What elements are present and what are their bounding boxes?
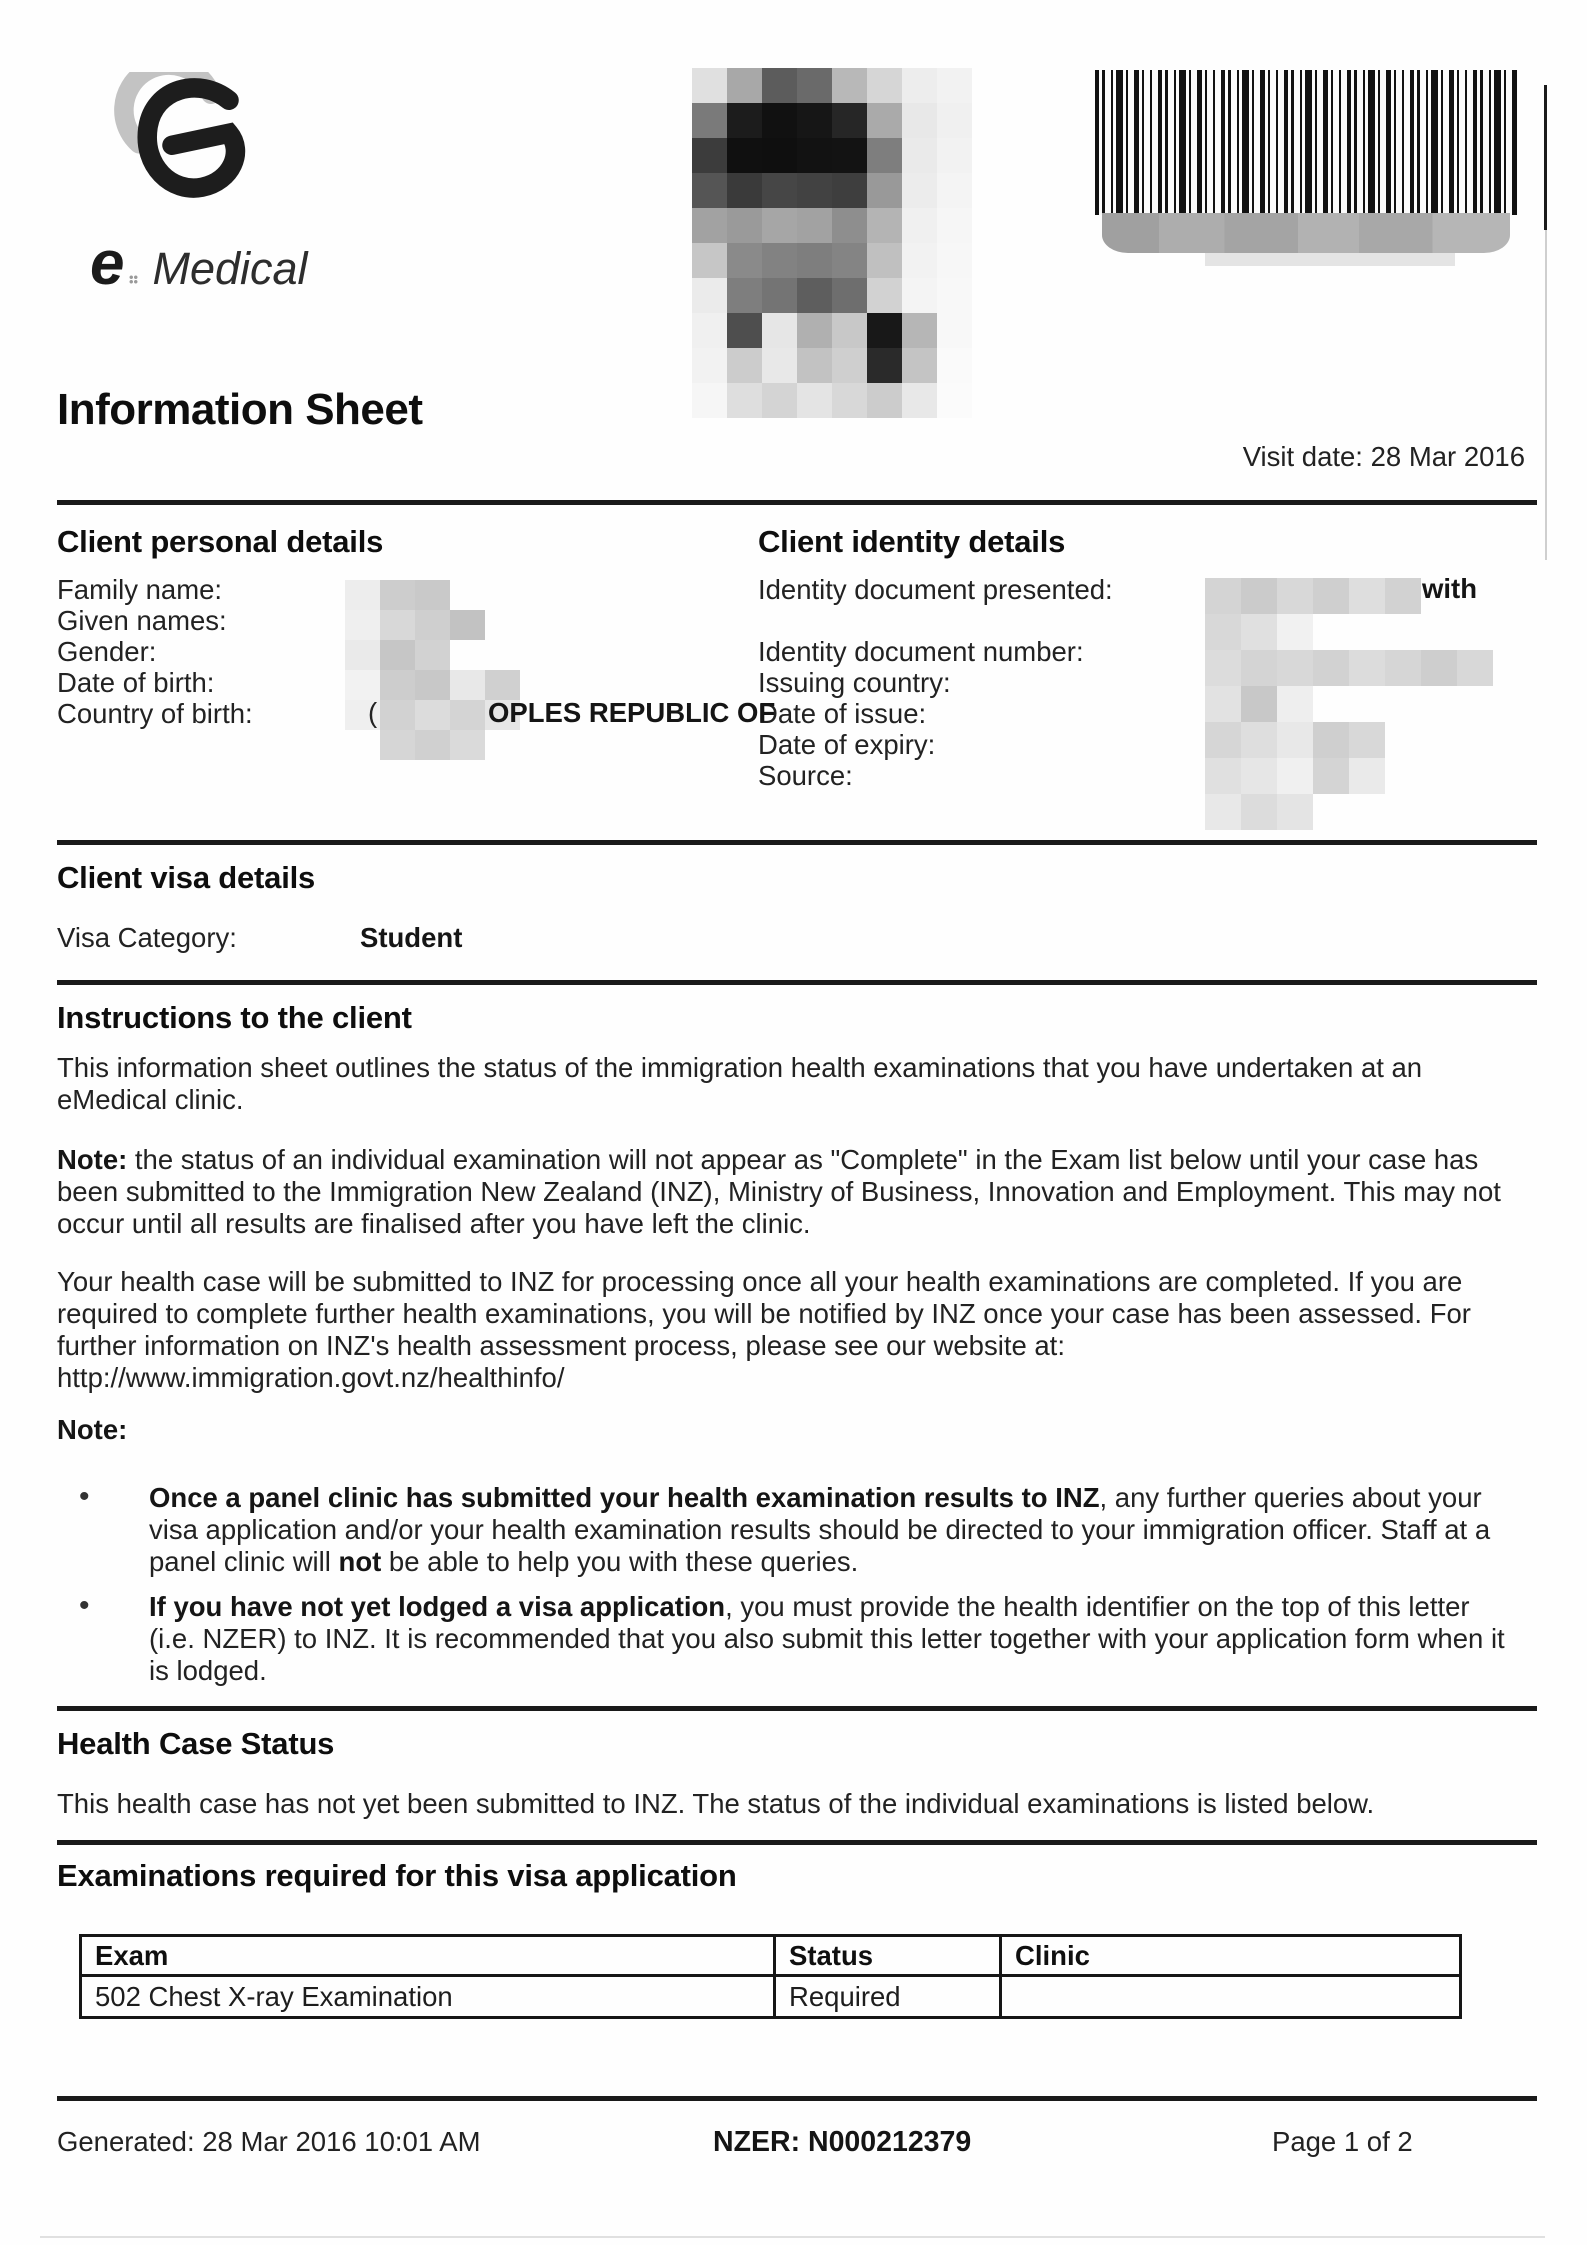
mosaic-cell [762,278,797,313]
health-status-para: This health case has not yet been submitted to INZ. The status of the individual examinations is listed below. [57,1788,1375,1819]
mosaic-cell [1205,686,1241,722]
field-label: Date of birth: [57,667,215,698]
barcode-number-redacted [1102,213,1510,253]
mosaic-cell [415,700,450,730]
mosaic-cell [345,580,380,610]
mosaic-cell [797,383,832,418]
exam-table-header-cell: Clinic [1001,1936,1461,1976]
mosaic-cell [797,68,832,103]
mosaic-cell [727,348,762,383]
mosaic-cell [937,173,972,208]
mosaic-cell [832,173,867,208]
mosaic-cell [867,103,902,138]
mosaic-cell [1349,794,1385,830]
mosaic-cell [727,278,762,313]
section-heading-examinations: Examinations required for this visa application [57,1858,737,1893]
mosaic-cell [867,313,902,348]
mosaic-cell [832,348,867,383]
mosaic-cell [1457,722,1493,758]
mosaic-cell [485,640,520,670]
mosaic-cell [727,208,762,243]
mosaic-cell [937,138,972,173]
mosaic-cell [937,348,972,383]
mosaic-cell [937,103,972,138]
mosaic-cell [1277,650,1313,686]
mosaic-cell [1421,758,1457,794]
mosaic-cell [797,173,832,208]
scan-bottom-artifact [40,2236,1545,2238]
mosaic-cell [1421,722,1457,758]
mosaic-cell [450,700,485,730]
exam-table-cell: Required [775,1976,1001,2018]
mosaic-cell [450,640,485,670]
mosaic-cell [1349,758,1385,794]
mosaic-cell [485,670,520,700]
footer-nzer: NZER: N000212379 [713,2126,972,2158]
mosaic-cell [485,610,520,640]
scan-edge-artifact [1544,85,1547,230]
mosaic-cell [797,278,832,313]
mosaic-cell [692,138,727,173]
mosaic-cell [1241,794,1277,830]
mosaic-cell [380,730,415,760]
mosaic-cell [1349,614,1385,650]
mosaic-cell [937,278,972,313]
mosaic-cell [937,243,972,278]
mosaic-cell [1385,614,1421,650]
mosaic-cell [1313,686,1349,722]
mosaic-cell [380,670,415,700]
mosaic-cell [450,670,485,700]
mosaic-cell [345,640,380,670]
field-label: Date of issue: [758,698,927,729]
field-label: Date of expiry: [758,729,936,760]
mosaic-cell [1241,650,1277,686]
section-heading-visa: Client visa details [57,860,316,895]
exam-table-row [81,1976,1461,2018]
mosaic-cell [1421,614,1457,650]
instructions-para-3: Your health case will be submitted to INZ for processing once all your health examinations are completed. If you are required to complete further health examinations, you will be notified by INZ once your case has been assessed. For further information on INZ's health assessment process, please see our website at: http://www.immigration.govt.nz/healthinfo/ [57,1266,1471,1393]
barcode-number-redacted-fade [1205,253,1455,266]
examinations-table [79,1934,1462,2019]
mosaic-cell [762,103,797,138]
mosaic-cell [867,173,902,208]
mosaic-cell [345,730,380,760]
mosaic-cell [727,383,762,418]
mosaic-cell [832,278,867,313]
mosaic-cell [1385,758,1421,794]
mosaic-cell [1241,722,1277,758]
mosaic-cell [832,138,867,173]
mosaic-cell [1205,794,1241,830]
field-label: Gender: [57,636,157,667]
personal-values-redacted [345,580,520,760]
mosaic-cell [692,243,727,278]
mosaic-cell [450,580,485,610]
exam-table-header-cell: Status [775,1936,1001,1976]
mosaic-cell [797,313,832,348]
identity-document-visible: with [1422,573,1477,604]
mosaic-cell [1385,722,1421,758]
instructions-para-1: This information sheet outlines the status of the immigration health examinations that you have undertaken at an eMedical clinic. [57,1052,1423,1115]
mosaic-cell [762,383,797,418]
section-heading-personal: Client personal details [57,524,384,559]
mosaic-cell [1205,578,1241,614]
mosaic-cell [937,68,972,103]
mosaic-cell [902,348,937,383]
mosaic-cell [902,278,937,313]
field-label: Identity document number: [758,636,1084,667]
mosaic-cell [1205,722,1241,758]
mosaic-cell [727,313,762,348]
barcode [1095,70,1518,215]
mosaic-cell [867,243,902,278]
mosaic-cell [485,730,520,760]
mosaic-cell [1349,686,1385,722]
note-heading: Note: [57,1414,128,1445]
mosaic-cell [937,313,972,348]
mosaic-cell [692,173,727,208]
mosaic-cell [902,138,937,173]
mosaic-cell [1421,650,1457,686]
mosaic-cell [902,173,937,208]
field-label: Given names: [57,605,227,636]
visa-category-value: Student [360,922,463,953]
mosaic-cell [380,580,415,610]
mosaic-cell [1277,614,1313,650]
exam-table-header-row [81,1936,1461,1976]
logo-dots-icon [129,275,138,284]
mosaic-cell [415,640,450,670]
mosaic-cell [1421,794,1457,830]
mosaic-cell [832,243,867,278]
mosaic-cell [1277,758,1313,794]
mosaic-cell [450,730,485,760]
mosaic-cell [1313,578,1349,614]
visit-date: Visit date: 28 Mar 2016 [1242,441,1525,472]
mosaic-cell [692,348,727,383]
mosaic-cell [415,670,450,700]
country-of-birth-prefix: ( [368,697,378,728]
section-heading-instructions: Instructions to the client [57,1000,412,1035]
mosaic-cell [762,243,797,278]
mosaic-cell [1313,794,1349,830]
mosaic-cell [867,138,902,173]
mosaic-cell [1277,686,1313,722]
field-label: Identity document presented: [758,574,1113,605]
mosaic-cell [1457,794,1493,830]
mosaic-cell [762,313,797,348]
mosaic-cell [797,208,832,243]
identity-field-labels [758,574,1113,791]
mosaic-cell [415,730,450,760]
mosaic-cell [692,103,727,138]
instruction-bullet: • Once a panel clinic has submitted your health examination results to INZ, any further queries about your visa application and/or your health examination results should be directed to your immigration officer. Staff at a panel clinic will not be able to help you with these queries. [57,1482,1515,1578]
exam-table-cell [1001,1976,1461,2018]
divider [57,500,1537,505]
mosaic-cell [937,208,972,243]
note-label: Note: [57,1144,128,1175]
mosaic-cell [797,243,832,278]
divider [57,1706,1537,1711]
mosaic-cell [1349,578,1385,614]
mosaic-cell [380,640,415,670]
mosaic-cell [1241,578,1277,614]
page-title: Information Sheet [57,385,423,434]
mosaic-cell [727,138,762,173]
mosaic-cell [727,103,762,138]
mosaic-cell [727,68,762,103]
mosaic-cell [1241,686,1277,722]
mosaic-cell [832,383,867,418]
scan-edge-artifact-faint [1545,230,1547,560]
instructions-para-2 [57,1144,1525,1240]
mosaic-cell [902,313,937,348]
mosaic-cell [692,68,727,103]
mosaic-cell [1457,686,1493,722]
section-heading-identity: Client identity details [758,524,1066,559]
mosaic-cell [832,103,867,138]
instruction-bullet: • If you have not yet lodged a visa application, you must provide the health identifier on the top of this letter (i.e. NZER) to INZ. It is recommended that you also submit this letter together with your application form when it is lodged. [57,1591,1515,1687]
mosaic-cell [692,383,727,418]
field-label: Issuing country: [758,667,951,698]
mosaic-cell [832,313,867,348]
mosaic-cell [762,348,797,383]
mosaic-cell [1313,650,1349,686]
emedical-logo-name: Medical [152,243,308,294]
mosaic-cell [1313,722,1349,758]
mosaic-cell [832,208,867,243]
mosaic-cell [415,580,450,610]
mosaic-cell [762,208,797,243]
footer-generated: Generated: 28 Mar 2016 10:01 AM [57,2126,481,2157]
mosaic-cell [1457,614,1493,650]
mosaic-cell [1205,614,1241,650]
section-heading-health-status: Health Case Status [57,1726,335,1761]
mosaic-cell [902,68,937,103]
field-label: Country of birth: [57,698,253,729]
personal-field-labels [57,574,253,729]
mosaic-cell [1277,722,1313,758]
mosaic-cell [692,208,727,243]
mosaic-cell [1385,578,1421,614]
visa-category-label: Visa Category: [57,922,237,953]
identity-values-redacted [1205,578,1493,830]
mosaic-cell [380,610,415,640]
mosaic-cell [1385,650,1421,686]
instruction-bullet-list [57,1482,1515,1687]
mosaic-cell [902,103,937,138]
emedical-logo-swirl-icon [112,72,262,237]
mosaic-cell [1385,794,1421,830]
client-photo-redacted [692,68,972,418]
mosaic-cell [1277,578,1313,614]
mosaic-cell [692,313,727,348]
mosaic-cell [727,243,762,278]
note-text: the status of an individual examination will not appear as "Complete" in the Exam list below until your case has been submitted to the Immigration New Zealand (INZ), Ministry of Business, Innovation and Employment. This may not occur until all results are finalised after you have left the clinic. [57,1144,1501,1239]
mosaic-cell [762,173,797,208]
exam-table-cell: 502 Chest X-ray Examination [81,1976,775,2018]
mosaic-cell [902,383,937,418]
emedical-logo-e: e [90,229,125,298]
mosaic-cell [867,348,902,383]
divider [57,980,1537,985]
mosaic-cell [867,278,902,313]
mosaic-cell [1241,758,1277,794]
mosaic-cell [692,278,727,313]
mosaic-cell [797,103,832,138]
exam-table-header-cell: Exam [81,1936,775,1976]
mosaic-cell [1457,758,1493,794]
mosaic-cell [937,383,972,418]
mosaic-cell [1421,686,1457,722]
mosaic-cell [1241,614,1277,650]
mosaic-cell [727,173,762,208]
divider [57,840,1537,845]
mosaic-cell [832,68,867,103]
mosaic-cell [902,243,937,278]
mosaic-cell [450,610,485,640]
mosaic-cell [380,700,415,730]
divider [57,2096,1537,2101]
mosaic-cell [345,610,380,640]
mosaic-cell [1385,686,1421,722]
field-label: Source: [758,760,853,791]
mosaic-cell [1205,650,1241,686]
footer-page-number: Page 1 of 2 [1272,2126,1413,2157]
mosaic-cell [902,208,937,243]
mosaic-cell [415,610,450,640]
emedical-wordmark [90,228,308,299]
mosaic-cell [797,348,832,383]
field-label: Family name: [57,574,223,605]
mosaic-cell [762,68,797,103]
mosaic-cell [867,208,902,243]
mosaic-cell [797,138,832,173]
mosaic-cell [1277,794,1313,830]
mosaic-cell [867,383,902,418]
mosaic-cell [867,68,902,103]
country-of-birth-visible: OPLES REPUBLIC OF [488,697,776,728]
mosaic-cell [1205,758,1241,794]
mosaic-cell [1349,650,1385,686]
mosaic-cell [1313,758,1349,794]
mosaic-cell [1313,614,1349,650]
mosaic-cell [1457,650,1493,686]
divider [57,1840,1537,1845]
mosaic-cell [345,670,380,700]
mosaic-cell [1349,722,1385,758]
mosaic-cell [485,580,520,610]
mosaic-cell [762,138,797,173]
